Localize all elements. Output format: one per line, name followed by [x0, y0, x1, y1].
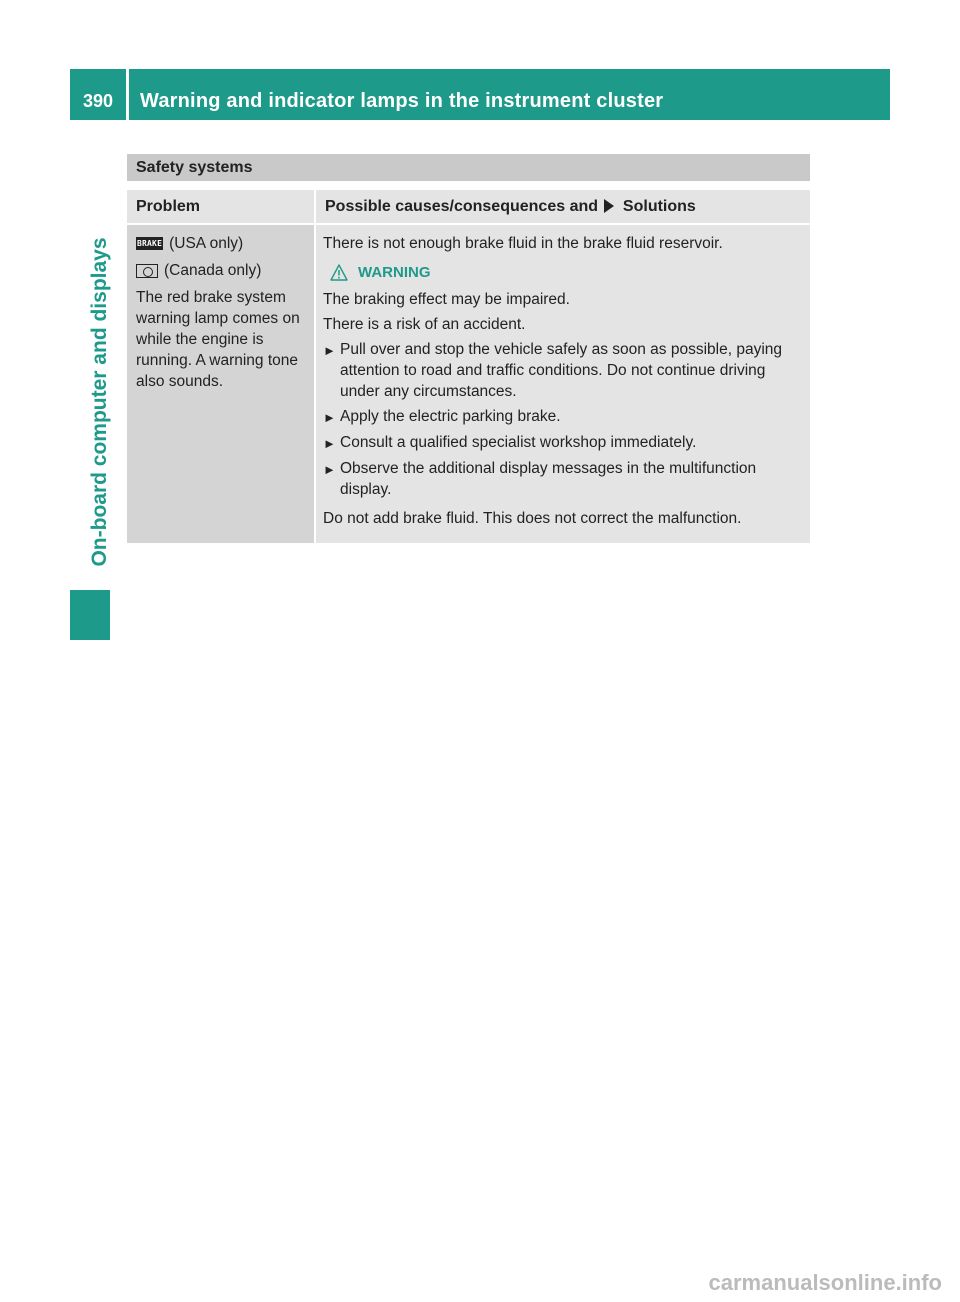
section-title: Safety systems — [127, 154, 810, 181]
step-arrow-icon: ► — [323, 436, 336, 451]
problem-canada-text: (Canada only) — [164, 262, 262, 279]
brake-warning-icon: BRAKE — [137, 239, 163, 248]
page-title: Warning and indicator lamps in the instrument cluster — [140, 90, 664, 112]
step-text: Consult a qualified specialist workshop immediately. — [340, 434, 697, 451]
problem-canada-line — [136, 260, 308, 281]
column-header-solutions — [316, 190, 810, 223]
table-cell-solutions — [316, 225, 810, 543]
brake-circle-icon — [136, 264, 158, 278]
warning-triangle-icon — [330, 264, 348, 281]
step-arrow-icon: ► — [323, 343, 336, 358]
warning-text-1: The braking effect may be impaired. — [323, 291, 570, 308]
problem-usa-line — [136, 233, 308, 254]
step-text: Pull over and stop the vehicle safely as soon as possible, paying attention to road and traffic conditions. Do not continue driving under any circumstances. — [340, 341, 783, 400]
side-tab-marker — [70, 590, 110, 640]
step-text: Apply the electric parking brake. — [340, 408, 561, 425]
side-tab-label: On-board computer and displays — [88, 237, 111, 567]
list-item — [323, 458, 804, 500]
column-header-solutions-prefix: Possible causes/consequences and — [325, 198, 599, 215]
list-item — [323, 432, 804, 454]
step-arrow-icon: ► — [323, 462, 336, 477]
solution-cause: There is not enough brake fluid in the brake fluid reservoir. — [323, 235, 723, 252]
step-text: Observe the additional display messages in the multifunction display. — [340, 460, 757, 498]
solution-note: Do not add brake fluid. This does not correct the malfunction. — [323, 510, 742, 527]
problem-usa-text: (USA only) — [169, 235, 244, 252]
table-cell-problem — [127, 225, 314, 543]
step-arrow-icon: ► — [323, 410, 336, 425]
list-item — [323, 339, 804, 402]
warning-text-2: There is a risk of an accident. — [323, 316, 526, 333]
problem-description: The red brake system warning lamp comes on while the engine is running. A warning tone also sounds. — [136, 289, 300, 390]
arrow-right-icon — [604, 199, 614, 213]
list-item — [323, 406, 804, 428]
warning-heading — [323, 262, 804, 283]
warning-label: WARNING — [358, 264, 431, 281]
column-header-problem: Problem — [127, 190, 314, 223]
column-header-solutions-suffix: Solutions — [622, 198, 696, 215]
page-number: 390 — [82, 91, 114, 111]
header-divider — [126, 69, 129, 120]
watermark: carmanualsonline.info — [708, 1270, 942, 1295]
